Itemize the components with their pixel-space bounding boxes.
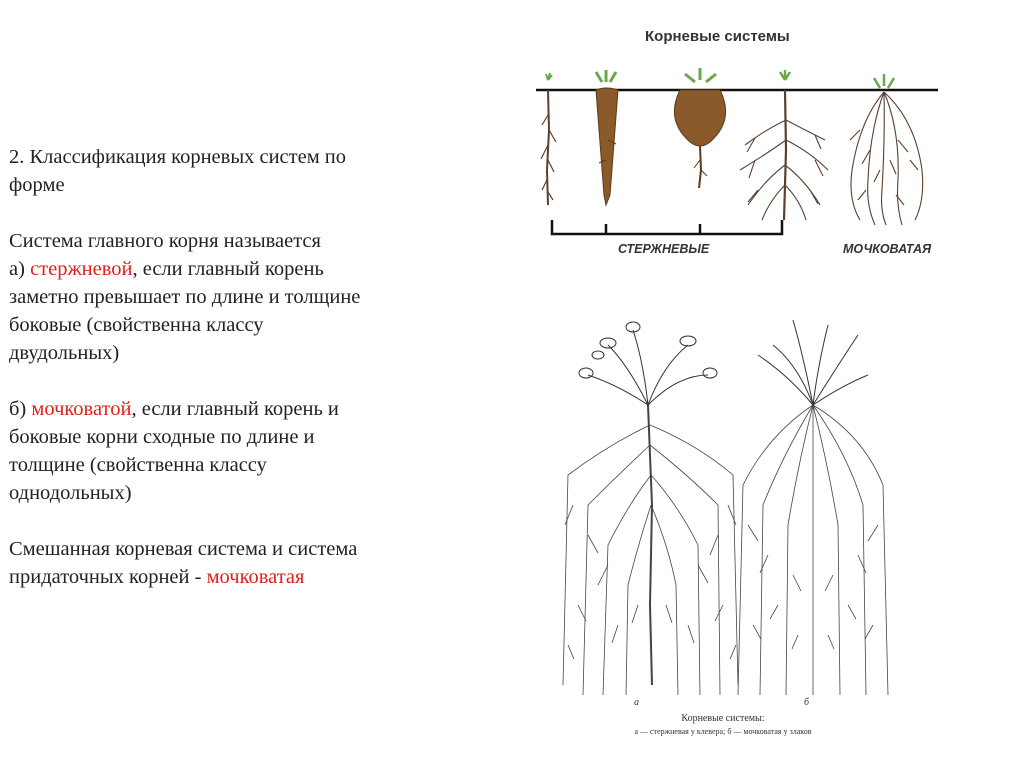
p2-line-4: однодольных) [9, 482, 132, 504]
root-systems-figure [530, 20, 950, 270]
taproot-beet [674, 68, 725, 188]
paragraph-taproot [9, 227, 479, 367]
heading-line-1: 2. Классификация корневых систем по [9, 146, 347, 168]
p2-line-2: боковые корни сходные по длине и [9, 426, 315, 448]
p1-line-3: заметно превышает по длине и толщине [9, 286, 361, 308]
p3-line-1: Смешанная корневая система и система [9, 538, 358, 560]
term-fibrous: мочковатой [31, 398, 132, 420]
cereal-plant [758, 320, 868, 405]
p1-line-4: боковые (свойственна классу [9, 314, 264, 336]
p3-line-2-prefix: придаточных корней - [9, 566, 207, 588]
taproot-carrot [596, 70, 618, 205]
p1-line-5: двудольных) [9, 342, 120, 364]
letter-b: б [804, 697, 810, 708]
term-taproot: стержневой [30, 258, 133, 280]
taproot-thin [541, 73, 556, 205]
fibrous-root [850, 74, 923, 225]
figure-title: Корневые системы [645, 28, 790, 45]
p1-a-prefix: а) [9, 258, 31, 280]
p2-rest: , если главный корень и [131, 398, 339, 420]
heading-line-2: форме [9, 174, 65, 196]
p2-prefix: б) [9, 398, 32, 420]
term-fibrous-2: мочковатая [206, 566, 305, 588]
letter-a: а [634, 697, 639, 708]
paragraph-mixed [9, 535, 479, 591]
label-fibrous: МОЧКОВАТАЯ [843, 242, 932, 256]
cereal-roots [738, 405, 888, 695]
taproot-bracket [552, 220, 782, 234]
heading [9, 143, 479, 199]
paragraph-fibrous [9, 395, 479, 507]
clover-plant [579, 322, 717, 405]
taproot-branched [740, 70, 828, 220]
label-taproot: СТЕРЖНЕВЫЕ [618, 242, 710, 256]
p2-line-3: толщине (свойственна классу [9, 454, 267, 476]
slide-text [9, 143, 479, 591]
p1-line-1: Система главного корня называется [9, 230, 321, 252]
caption-description: а — стержневая у клевера; б — мочковатая у злаков [634, 727, 812, 736]
clover-roots [563, 405, 738, 695]
roots-engraving [548, 305, 898, 705]
caption-title: Корневые системы: [681, 713, 765, 724]
clover-cereal-figure [548, 305, 898, 745]
root-systems-illustration [530, 20, 950, 270]
p1-a-rest: , если главный корень [132, 258, 324, 280]
